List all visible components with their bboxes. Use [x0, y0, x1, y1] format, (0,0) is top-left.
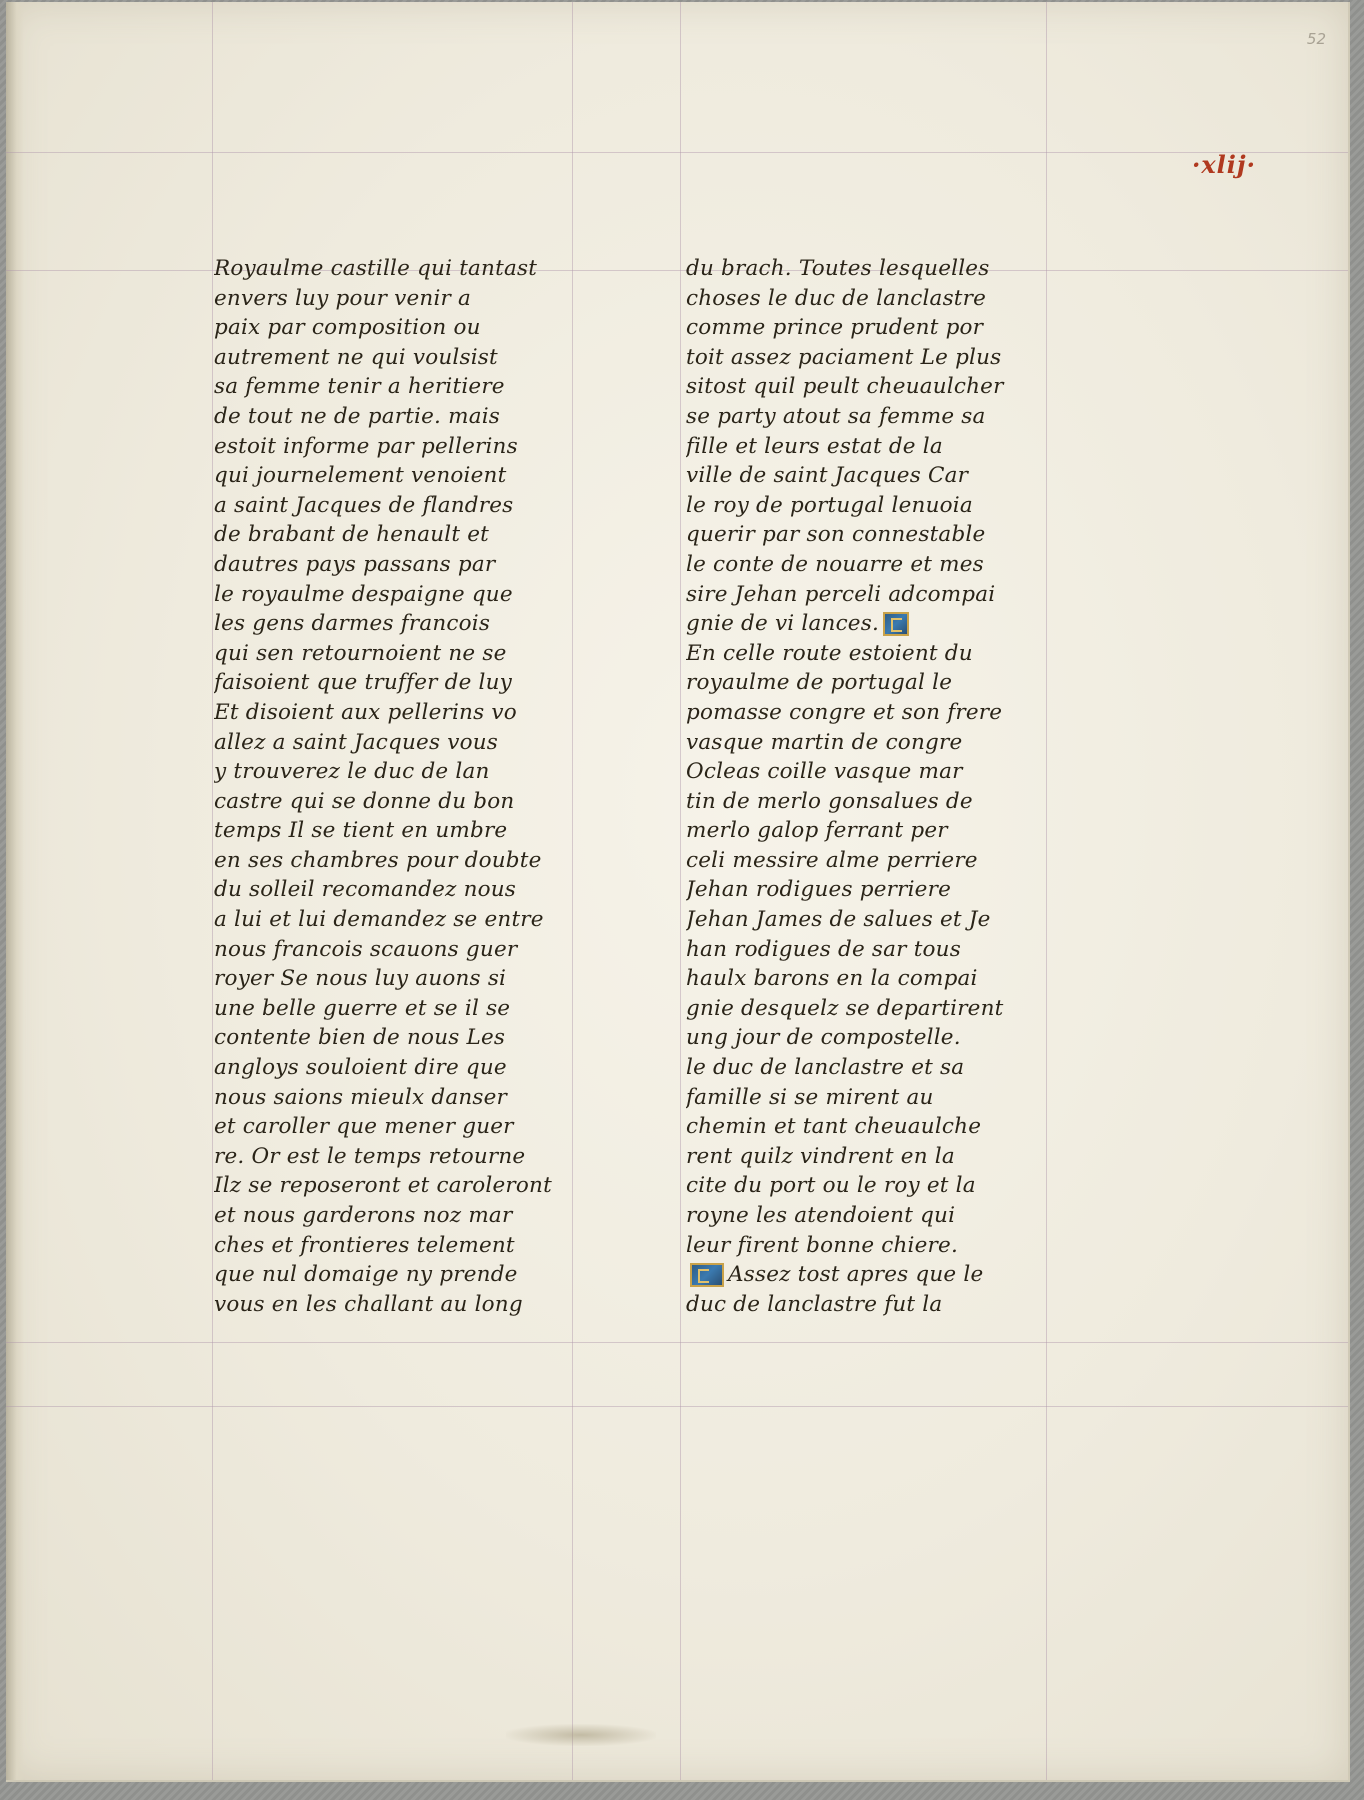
- text-line: [686, 1260, 1066, 1290]
- text-line: ville de saint Jacques Car: [686, 463, 969, 489]
- text-line: le conte de nouarre et mes: [686, 551, 984, 577]
- text-line-content: gnie de vi lances.: [686, 611, 879, 637]
- text-line-content: Assez tost apres que le: [728, 1262, 984, 1288]
- text-line: estoit informe par pellerins: [214, 433, 518, 459]
- folio-number: 52: [1306, 30, 1326, 48]
- text-line: qui journelement venoient: [214, 463, 507, 489]
- text-line: envers luy pour venir a: [214, 285, 472, 311]
- ruling-line: [6, 1406, 1348, 1407]
- text-line: famille si se mirent au: [686, 1084, 934, 1110]
- text-line: de tout ne de partie. mais: [214, 403, 501, 429]
- text-line: tin de merlo gonsalues de: [686, 788, 973, 814]
- ruling-line: [6, 270, 1348, 271]
- text-line: Jehan James de salues et Je: [686, 907, 991, 933]
- text-line: se party atout sa femme sa: [686, 403, 986, 429]
- text-line: Ilz se reposeront et caroleront: [214, 1173, 552, 1199]
- text-line: [686, 609, 1066, 639]
- text-line: vous en les challant au long: [214, 1291, 523, 1317]
- text-line: paix par composition ou: [214, 315, 481, 341]
- text-line: querir par son connestable: [686, 522, 986, 548]
- text-line: faisoient que truffer de luy: [214, 670, 513, 696]
- text-line: chemin et tant cheuaulche: [686, 1114, 982, 1140]
- text-line: rent quilz vindrent en la: [686, 1143, 955, 1169]
- text-line: re. Or est le temps retourne: [214, 1143, 526, 1169]
- ruling-line: [6, 152, 1348, 153]
- text-line: nous saions mieulx danser: [214, 1084, 508, 1110]
- text-column-right: [686, 254, 1066, 1319]
- text-line: du solleil recomandez nous: [214, 877, 517, 903]
- text-line: Jehan rodigues perriere: [686, 877, 951, 903]
- text-line: que nul domaige ny prende: [214, 1262, 518, 1288]
- text-line: pomasse congre et son frere: [686, 699, 1003, 725]
- page-stain: [506, 1724, 656, 1746]
- text-line: le duc de lanclastre et sa: [686, 1055, 965, 1081]
- text-line: le royaulme despaigne que: [214, 581, 513, 607]
- text-line: angloys souloient dire que: [214, 1055, 507, 1081]
- text-line: temps Il se tient en umbre: [214, 818, 508, 844]
- text-column-left: [214, 254, 604, 1319]
- text-line: nous francois scauons guer: [214, 936, 518, 962]
- ruling-line: [212, 2, 213, 1780]
- text-line: cite du port ou le roy et la: [686, 1173, 976, 1199]
- text-line: royne les atendoient qui: [686, 1203, 956, 1228]
- text-line: le roy de portugal lenuoia: [686, 492, 973, 518]
- text-line: et caroller que mener guer: [214, 1114, 514, 1140]
- text-line: duc de lanclastre fut la: [686, 1291, 943, 1317]
- text-line: a lui et lui demandez se entre: [214, 907, 544, 933]
- text-line: ung jour de compostelle.: [686, 1025, 961, 1051]
- text-line: contente bien de nous Les: [214, 1025, 506, 1051]
- text-line: royer Se nous luy auons si: [214, 966, 507, 992]
- text-line: fille et leurs estat de la: [686, 433, 943, 459]
- text-line: a saint Jacques de flandres: [214, 492, 514, 518]
- text-line: comme prince prudent por: [686, 315, 984, 341]
- text-line: En celle route estoient du: [686, 640, 973, 666]
- text-line: sitost quil peult cheuaulcher: [686, 374, 1004, 400]
- binding-gutter: [6, 2, 24, 1780]
- text-line: sire Jehan perceli adcompai: [686, 581, 996, 607]
- text-line: royaulme de portugal le: [686, 670, 953, 696]
- text-line: celi messire alme perriere: [686, 847, 978, 873]
- text-line: du brach. Toutes lesquelles: [686, 256, 990, 281]
- manuscript-page: [6, 2, 1350, 1782]
- text-line: castre qui se donne du bon: [214, 788, 515, 814]
- text-line: Ocleas coille vasque mar: [686, 759, 963, 785]
- text-line: merlo galop ferrant per: [686, 818, 948, 844]
- illuminated-initial-icon: [883, 612, 909, 636]
- text-line: Et disoient aux pellerins vo: [214, 699, 517, 725]
- text-line: une belle guerre et se il se: [214, 995, 511, 1021]
- ruling-line: [6, 1342, 1348, 1343]
- text-line: de brabant de henault et: [214, 522, 489, 548]
- text-line: gnie desquelz se departirent: [686, 995, 1004, 1021]
- text-line: haulx barons en la compai: [686, 966, 978, 992]
- chapter-mark: ·xlij·: [1192, 150, 1256, 179]
- text-line: sa femme tenir a heritiere: [214, 374, 505, 400]
- text-line: toit assez paciament Le plus: [686, 344, 1002, 370]
- text-line: leur firent bonne chiere.: [686, 1232, 958, 1258]
- text-line: han rodigues de sar tous: [686, 936, 961, 962]
- text-line: allez a saint Jacques vous: [214, 729, 499, 755]
- text-line: autrement ne qui voulsist: [214, 344, 498, 370]
- text-line: choses le duc de lanclastre: [686, 285, 987, 311]
- text-line: qui sen retournoient ne se: [214, 640, 507, 666]
- ruling-line: [680, 2, 681, 1780]
- text-line: vasque martin de congre: [686, 729, 963, 755]
- text-line: dautres pays passans par: [214, 551, 496, 577]
- text-line: ches et frontieres telement: [214, 1232, 515, 1258]
- text-line: les gens darmes francois: [214, 611, 491, 637]
- illuminated-initial-icon: [690, 1263, 724, 1287]
- text-line: en ses chambres pour doubte: [214, 847, 542, 873]
- text-line: y trouverez le duc de lan: [214, 759, 490, 785]
- text-line: Royaulme castille qui tantast: [214, 256, 538, 281]
- text-line: et nous garderons noz mar: [214, 1203, 513, 1228]
